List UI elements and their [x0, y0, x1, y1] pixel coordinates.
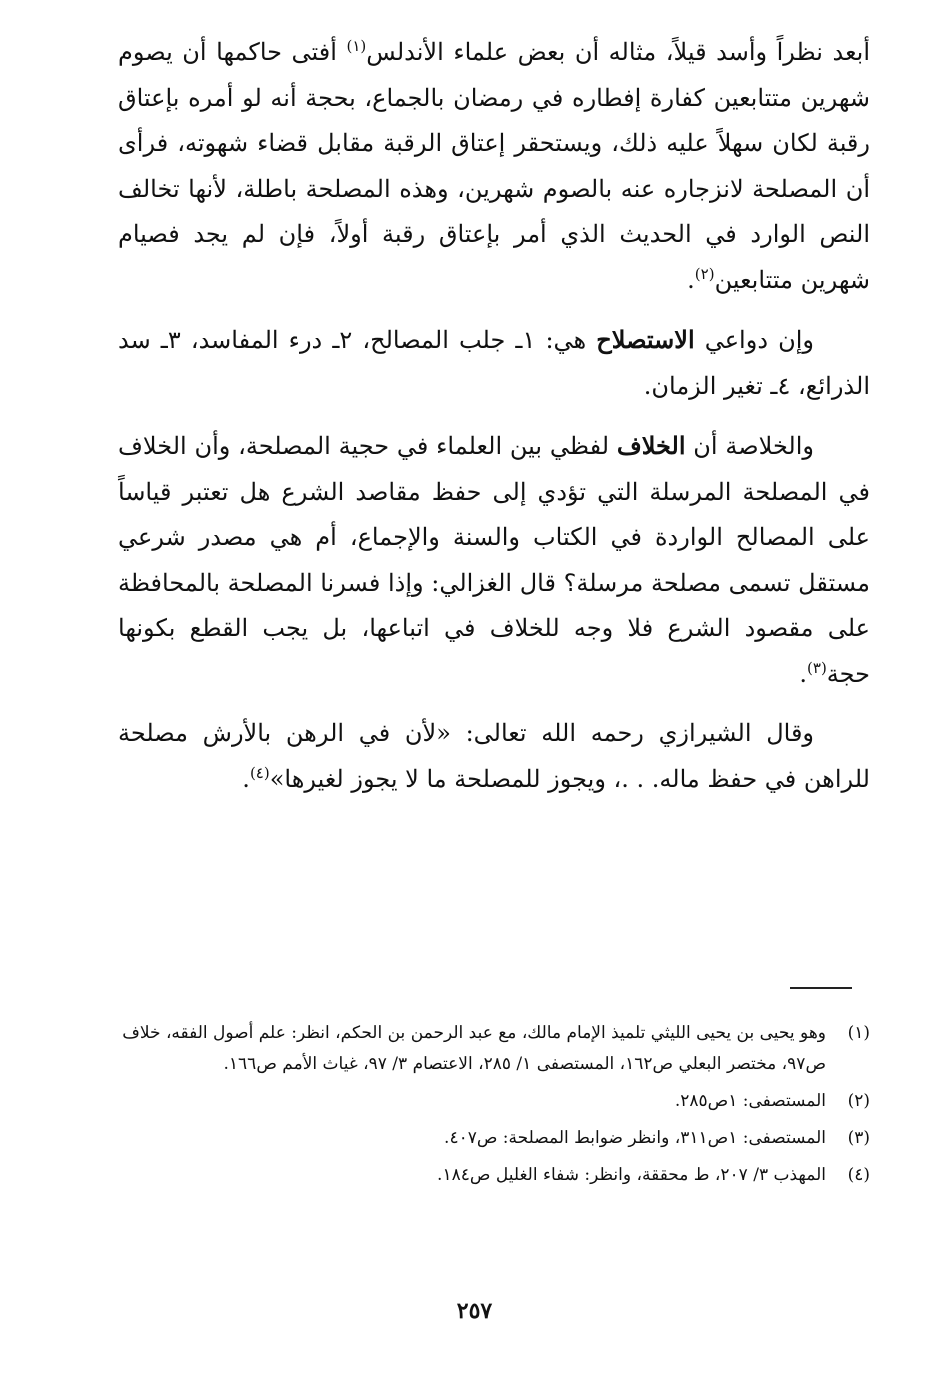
paragraph-text: هي: ١ـ جلب المصالح، ٢ـ درء المفاسد، ٣ـ سد الذرائع، ٤ـ تغير الزمان.	[118, 326, 870, 400]
paragraph-text: وقال الشيرازي رحمه الله تعالى: «لأن في الرهن بالأرش مصلحة للراهن في حفظ ماله. . .، ويجوز للمصلحة ما لا يجوز لغيرها»	[118, 719, 870, 793]
footnote-text: المستصفى: ١ص٢٨٥.	[674, 1091, 826, 1111]
main-text	[118, 30, 870, 816]
footnote-4	[118, 1160, 870, 1191]
footnote-marker: (٢)	[694, 264, 715, 283]
bold-term: الخلاف	[616, 431, 686, 460]
footnote-number: (٣)	[847, 1128, 870, 1148]
footnote-3	[118, 1123, 870, 1154]
paragraph-text: أفتى حاكمها أن يصوم شهرين متتابعين كفارة إفطاره في رمضان بالجماع، بحجة أنه لو أمره بإعتاق رقبة لكان سهلاً عليه ذلك، ويستحقر إعتاق الرقبة مقابل قضاء شهوته، فرأى أن المصلحة لانزجاره عنه بالصوم شهرين، وهذه المصلحة باطلة، لأنها تخالف النص الوارد في الحديث الذي أمر بإعتاق رقبة أولاً، فإن لم يجد فصيام شهرين متتابعين	[118, 38, 870, 294]
footnote-text: وهو يحيى بن يحيى الليثي تلميذ الإمام مالك، مع عبد الرحمن بن الحكم، انظر: علم أصول الفقه، خلاف ص٩٧، مختصر البعلي ص١٦٢، المستصفى ١/ ٢٨٥، الاعتصام ٣/ ٩٧، غياث الأمم ص١٦٦.	[122, 1023, 826, 1074]
paragraph-text: لفظي بين العلماء في حجية المصلحة، وأن الخلاف في المصلحة المرسلة التي تؤدي إلى حفظ مقاصد الشرع هل تعتبر قياساً على المصالح الواردة في الكتاب والسنة والإجماع، أم هي مصدر شرعي مستقل تسمى مصلحة مرسلة؟ قال الغزالي: وإذا فسرنا المصلحة بالمحافظة على مقصود الشرع فلا وجه للخلاف في اتباعها، بل يجب القطع بكونها حجة	[118, 432, 870, 688]
page-number: ٢٥٧	[456, 1298, 493, 1324]
paragraph-1	[118, 30, 870, 303]
footnote-number: (٤)	[847, 1165, 870, 1185]
footnote-number: (٢)	[847, 1091, 870, 1111]
paragraph-text: .	[687, 265, 695, 294]
footnote-marker: (١)	[346, 37, 367, 55]
footnote-marker: (٣)	[807, 658, 827, 677]
paragraph-text: أبعد نظراً وأسد قيلاً، مثاله أن بعض علماء الأندلس	[366, 38, 870, 66]
paragraph-text: والخلاصة أن	[685, 432, 815, 460]
footnote-text: المستصفى: ١ص٣١١، وانظر ضوابط المصلحة: ص٤٠٧.	[444, 1128, 826, 1148]
footnote-separator	[790, 987, 852, 989]
paragraph-text: .	[799, 659, 808, 688]
bold-term: الاستصلاح	[596, 325, 695, 354]
paragraph-text: وإن دواعي	[694, 326, 814, 354]
paragraph-2	[118, 317, 870, 409]
paragraph-text: .	[242, 764, 250, 793]
paragraph-4	[118, 711, 870, 802]
footnotes	[118, 1018, 870, 1197]
footnote-marker: (٤)	[249, 763, 270, 782]
footnote-number: (١)	[847, 1023, 870, 1043]
footnote-1	[118, 1018, 870, 1080]
paragraph-3	[118, 423, 870, 697]
footnote-2	[118, 1086, 870, 1117]
footnote-text: المهذب ٣/ ٢٠٧، ط محققة، وانظر: شفاء الغليل ص١٨٤.	[437, 1165, 826, 1185]
